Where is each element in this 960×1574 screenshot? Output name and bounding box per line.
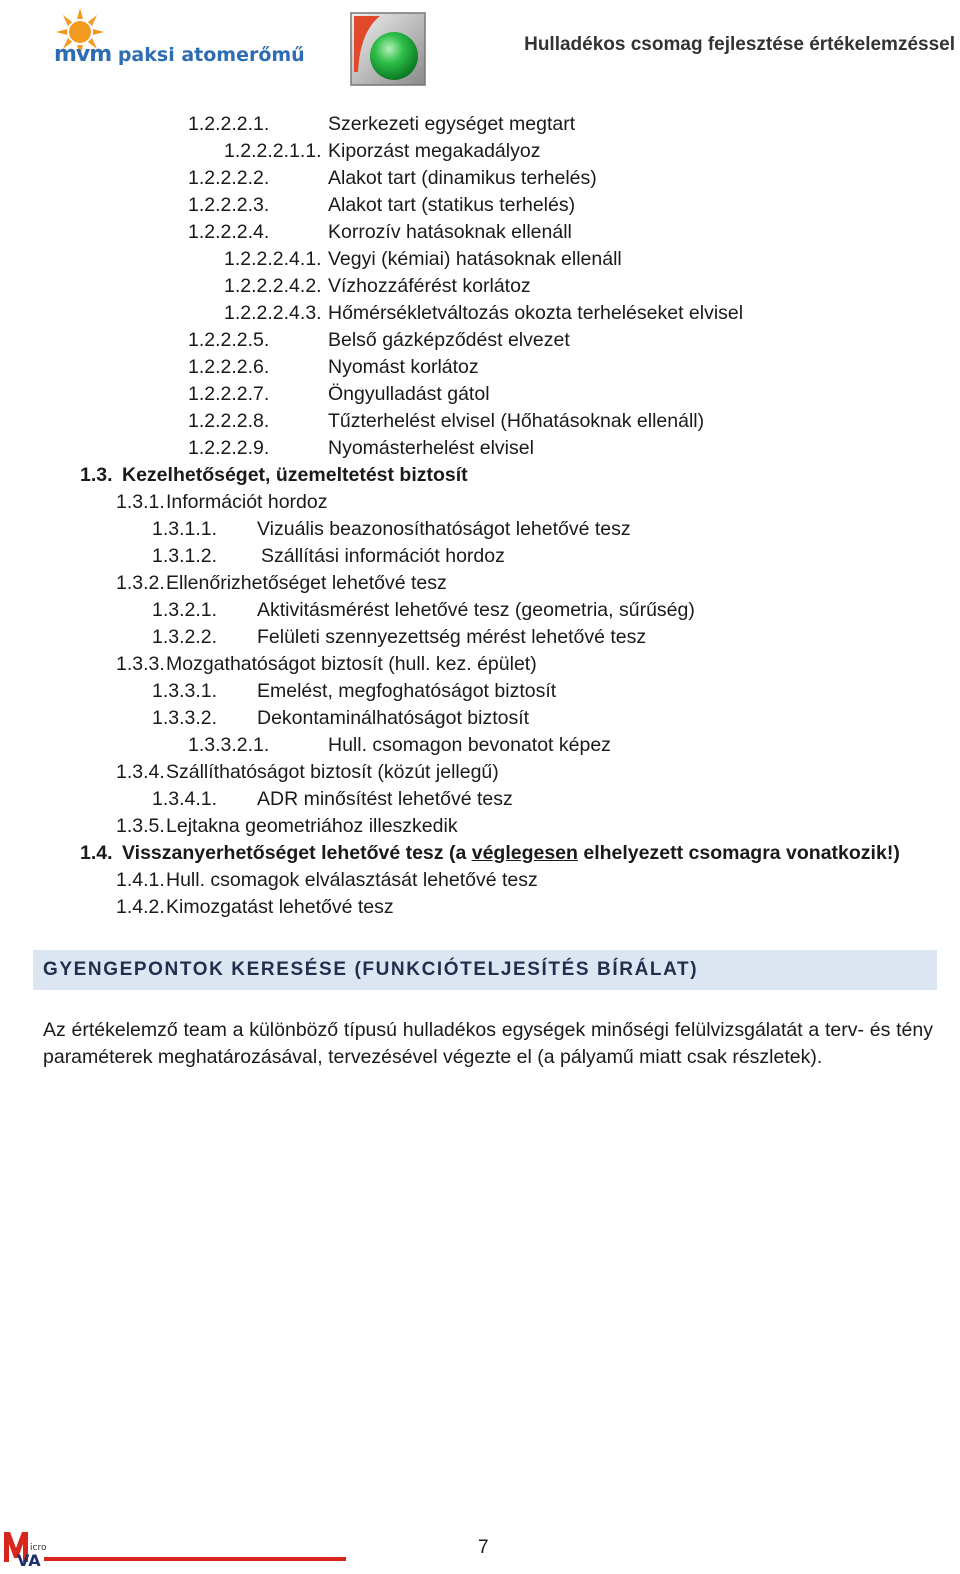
outline-number: 1.2.2.2.1. — [188, 113, 270, 135]
underlined-word: véglegesen — [471, 842, 578, 864]
outline-text: Dekontaminálhatóságot biztosít — [257, 707, 530, 729]
green-sphere-logo — [350, 12, 426, 86]
outline-text: Szállítási információt hordoz — [261, 545, 505, 567]
outline-text: Nyomásterhelést elvisel — [328, 437, 534, 459]
outline-text: Emelést, megfoghatóságot biztosít — [257, 680, 557, 702]
outline-text: Aktivitásmérést lehetővé tesz (geometria, sűrűség) — [257, 599, 695, 621]
outline-number: 1.4. — [80, 842, 113, 864]
outline-text: Szállíthatóságot biztosít (közút jellegű) — [166, 761, 499, 783]
outline-text: Hőmérsékletváltozás okozta terheléseket elvisel — [328, 302, 744, 324]
body-paragraph: Az értékelemző team a különböző típusú hulladékos egységek minőségi felülvizsgálatát a terv- és tény paraméterek meghatározásával, tervezésével végezte el (a pályamű miatt csak részletek). — [43, 1019, 933, 1068]
outline-number: 1.3.5. — [116, 815, 165, 837]
page-number: 7 — [478, 1537, 489, 1558]
outline-number: 1.3.3.2. — [152, 707, 218, 729]
outline-text: Kiporzást megakadályoz — [328, 140, 541, 162]
outline-number: 1.2.2.2.5. — [188, 329, 270, 351]
outline-text: Felületi szennyezettség mérést lehetővé tesz — [257, 626, 647, 648]
outline-text: Kezelhetőséget, üzemeltetést biztosít — [122, 464, 468, 486]
outline-text: Ellenőrizhetőséget lehetővé tesz — [166, 572, 447, 594]
logo-text-main: VA — [17, 1551, 41, 1566]
page-header — [0, 0, 960, 100]
microva-logo — [4, 1528, 48, 1566]
section-heading: GYENGEPONTOK KERESÉSE (FUNKCIÓTELJESÍTÉS BÍRÁLAT) — [43, 959, 699, 980]
outline-text: Alakot tart (dinamikus terhelés) — [328, 167, 597, 189]
outline-number: 1.3.4.1. — [152, 788, 218, 810]
outline-text: Tűzterhelést elvisel (Hőhatásoknak ellenáll) — [328, 410, 705, 432]
outline-text: Mozgathatóságot biztosít (hull. kez. épület) — [166, 653, 537, 675]
outline-number: 1.3.1.2. — [152, 545, 218, 567]
outline-text: Vizuális beazonosíthatóságot lehetővé tesz — [257, 518, 631, 540]
outline-number: 1.2.2.2.6. — [188, 356, 270, 378]
outline-text: Vegyi (kémiai) hatásoknak ellenáll — [328, 248, 622, 270]
outline-number: 1.2.2.2.8. — [188, 410, 270, 432]
outline-number: 1.2.2.2.2. — [188, 167, 270, 189]
outline-number: 1.2.2.2.4. — [188, 221, 270, 243]
outline-number: 1.3.2.2. — [152, 626, 218, 648]
section-heading-band — [33, 950, 937, 990]
brand-name: paksi atomerőmű — [117, 44, 305, 66]
outline-number: 1.3.2.1. — [152, 599, 218, 621]
outline-text: Nyomást korlátoz — [328, 356, 479, 378]
outline-number: 1.2.2.2.9. — [188, 437, 270, 459]
outline-text: Belső gázképződést elvezet — [328, 329, 570, 351]
footer-accent-line — [44, 1557, 346, 1561]
outline-text: ADR minősítést lehetővé tesz — [257, 788, 513, 810]
outline-number: 1.2.2.2.4.3. — [224, 302, 322, 324]
outline-text: Lejtakna geometriához illeszkedik — [166, 815, 458, 837]
outline-text: Kimozgatást lehetővé tesz — [166, 896, 394, 918]
outline-number: 1.3.3.1. — [152, 680, 218, 702]
outline-number: 1.2.2.2.7. — [188, 383, 270, 405]
outline-text: Visszanyerhetőséget lehetővé tesz (a véglegesen elhelyezett csomagra vonatkozik!) — [122, 842, 900, 864]
outline-text: Öngyulladást gátol — [328, 383, 490, 405]
outline-number: 1.3. — [80, 464, 113, 486]
outline-text: Információt hordoz — [166, 491, 328, 513]
outline-number: 1.2.2.2.3. — [188, 194, 270, 216]
outline-number: 1.2.2.2.1.1. — [224, 140, 322, 162]
outline-number: 1.4.2. — [116, 896, 165, 918]
outline-number: 1.3.1.1. — [152, 518, 218, 540]
outline-text: Hull. csomagon bevonatot képez — [328, 734, 611, 756]
outline-number: 1.3.3.2.1. — [188, 734, 270, 756]
outline-number: 1.4.1. — [116, 869, 165, 891]
outline-text: Hull. csomagok elválasztását lehetővé tesz — [166, 869, 538, 891]
outline-number: 1.2.2.2.4.2. — [224, 275, 322, 297]
brand-mvm: mvm — [54, 42, 112, 67]
outline-number: 1.3.3. — [116, 653, 165, 675]
mvm-paksi-logo — [48, 6, 305, 70]
outline-number: 1.2.2.2.4.1. — [224, 248, 322, 270]
logo-text-top: icro — [30, 1543, 47, 1553]
outline-text: Alakot tart (statikus terhelés) — [328, 194, 576, 216]
document-title: Hulladékos csomag fejlesztése értékelemzéssel — [524, 34, 955, 55]
outline-number: 1.3.1. — [116, 491, 165, 513]
outline-number: 1.3.4. — [116, 761, 165, 783]
outline-text: Korrozív hatásoknak ellenáll — [328, 221, 572, 243]
outline-text: Vízhozzáférést korlátoz — [328, 275, 531, 297]
outline-number: 1.3.2. — [116, 572, 165, 594]
outline-text: Szerkezeti egységet megtart — [328, 113, 576, 135]
